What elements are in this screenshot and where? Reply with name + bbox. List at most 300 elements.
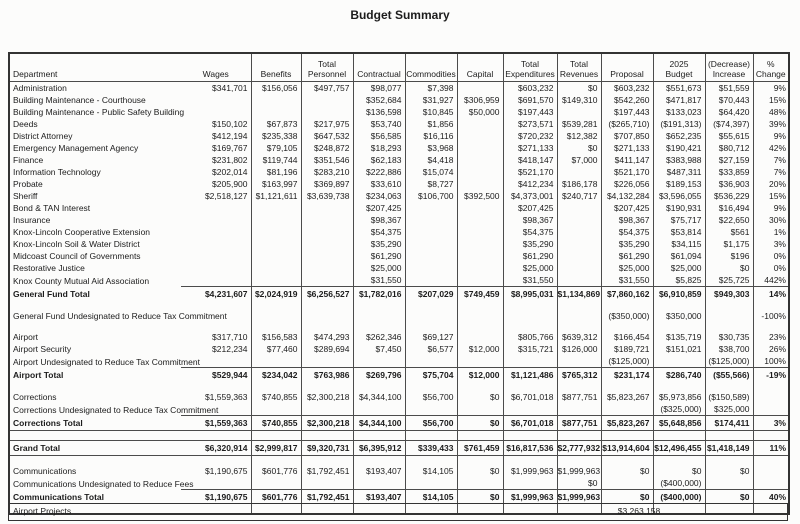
cell-budget-2025: $551,673 bbox=[653, 82, 705, 95]
cell-capital bbox=[457, 431, 503, 441]
cell-total-personnel: $763,986 bbox=[301, 368, 353, 383]
cell-wages bbox=[181, 94, 251, 106]
cell-proposal: $5,823,267 bbox=[601, 416, 653, 431]
cell-total-revenues: $0 bbox=[557, 82, 601, 95]
cell-total-revenues bbox=[557, 301, 601, 310]
cell-capital bbox=[457, 310, 503, 322]
cell-capital bbox=[457, 130, 503, 142]
cell-wages bbox=[181, 382, 251, 391]
cell-total-personnel: $2,300,218 bbox=[301, 391, 353, 403]
cell-total-expenditures: $412,234 bbox=[503, 178, 557, 190]
cell-department: Communications Undesignated to Reduce Fees bbox=[13, 478, 194, 489]
cell-benefits bbox=[251, 382, 301, 391]
cell-department: Corrections bbox=[13, 392, 57, 402]
cell-commodities: $3,968 bbox=[405, 142, 457, 154]
cell-commodities bbox=[405, 477, 457, 490]
cell-proposal: $166,454 bbox=[601, 331, 653, 343]
cell-benefits: $1,121,611 bbox=[251, 190, 301, 202]
table-row bbox=[9, 94, 789, 106]
cell-total-expenditures bbox=[503, 301, 557, 310]
cell-wages: $1,559,363 bbox=[181, 416, 251, 431]
cell-total-revenues: $1,134,869 bbox=[557, 287, 601, 302]
cell-total-personnel bbox=[301, 226, 353, 238]
cell-benefits bbox=[251, 322, 301, 331]
cell-commodities: $16,116 bbox=[405, 130, 457, 142]
cell-capital bbox=[457, 226, 503, 238]
cell-commodities: $207,029 bbox=[405, 287, 457, 302]
cell-department: Knox County Mutual Aid Association bbox=[13, 275, 150, 286]
cell-capital bbox=[457, 322, 503, 331]
cell-commodities: $6,577 bbox=[405, 343, 457, 355]
table-row bbox=[9, 214, 789, 226]
cell-total-revenues bbox=[557, 214, 601, 226]
cell-wages: $1,559,363 bbox=[204, 392, 248, 402]
cell-pct-change: 15% bbox=[753, 94, 789, 106]
cell-total-personnel bbox=[301, 456, 353, 466]
table-row bbox=[9, 106, 789, 118]
cell-commodities bbox=[405, 431, 457, 441]
cell-wages: $6,320,914 bbox=[181, 441, 251, 456]
cell-benefits: $235,338 bbox=[251, 130, 301, 142]
cell-capital: $0 bbox=[457, 416, 503, 431]
cell-capital: $0 bbox=[457, 490, 503, 505]
cell-budget-2025: $190,931 bbox=[653, 202, 705, 214]
cell-department: Midcoast Council of Governments bbox=[13, 251, 141, 261]
cell-budget-2025: $652,235 bbox=[653, 130, 705, 142]
cell-benefits bbox=[251, 250, 301, 262]
cell-department: General Fund Total bbox=[13, 289, 90, 299]
cell-wages bbox=[181, 322, 251, 331]
cell-total-personnel: $6,256,527 bbox=[301, 287, 353, 302]
cell-commodities bbox=[405, 403, 457, 416]
cell-decrease-increase: $0 bbox=[705, 262, 753, 274]
cell-wages: $1,190,675 bbox=[204, 466, 248, 476]
cell-total-revenues: $1,999,963 bbox=[557, 490, 601, 505]
cell-proposal: $271,133 bbox=[601, 142, 653, 154]
col-header-capital: Capital bbox=[457, 53, 503, 82]
table-row bbox=[9, 490, 789, 505]
cell-decrease-increase: $70,443 bbox=[705, 94, 753, 106]
cell-contractual bbox=[353, 456, 405, 466]
cell-decrease-increase: ($55,566) bbox=[705, 368, 753, 383]
cell-proposal: ($265,710) bbox=[601, 118, 653, 130]
cell-decrease-increase: $80,712 bbox=[705, 142, 753, 154]
cell-capital: $12,000 bbox=[457, 368, 503, 383]
cell-budget-2025: $0 bbox=[653, 465, 705, 477]
cell-wages: $341,701 bbox=[212, 83, 248, 93]
cell-commodities bbox=[405, 322, 457, 331]
cell-contractual bbox=[353, 310, 405, 322]
cell-commodities: $106,700 bbox=[405, 190, 457, 202]
cell-capital bbox=[457, 262, 503, 274]
cell-budget-2025: $6,910,859 bbox=[653, 287, 705, 302]
cell-wages: $317,710 bbox=[212, 332, 248, 342]
cell-pct-change: 9% bbox=[753, 130, 789, 142]
cell-contractual: $193,407 bbox=[353, 490, 405, 505]
cell-budget-2025 bbox=[653, 431, 705, 441]
table-row bbox=[9, 274, 789, 287]
cell-department: Building Maintenance - Public Safety Building bbox=[13, 107, 185, 117]
cell-total-expenditures: $271,133 bbox=[503, 142, 557, 154]
cell-wages: $1,190,675 bbox=[181, 490, 251, 505]
cell-total-personnel: $1,792,451 bbox=[301, 465, 353, 477]
cell-contractual: $269,796 bbox=[353, 368, 405, 383]
cell-benefits bbox=[251, 477, 301, 490]
cell-total-expenditures: $521,170 bbox=[503, 166, 557, 178]
cell-contractual bbox=[353, 382, 405, 391]
cell-total-expenditures bbox=[503, 382, 557, 391]
cell-department: Communications Total bbox=[13, 492, 104, 502]
cell-total-revenues: $639,312 bbox=[557, 331, 601, 343]
cell-pct-change: 100% bbox=[753, 355, 789, 368]
col-header-wages: Wages bbox=[181, 53, 251, 82]
col-header-total-personnel: Total Personnel bbox=[301, 53, 353, 82]
cell-total-revenues: $877,751 bbox=[557, 391, 601, 403]
cell-contractual: $18,293 bbox=[353, 142, 405, 154]
cell-wages bbox=[181, 301, 251, 310]
cell-decrease-increase bbox=[705, 477, 753, 490]
col-header-total-revenues: Total Revenues bbox=[557, 53, 601, 82]
table-row bbox=[9, 431, 789, 441]
cell-department bbox=[9, 456, 181, 466]
cell-commodities bbox=[405, 301, 457, 310]
cell-proposal bbox=[601, 382, 653, 391]
cell-benefits bbox=[251, 214, 301, 226]
cell-decrease-increase: $36,903 bbox=[705, 178, 753, 190]
cell-contractual: $136,598 bbox=[353, 106, 405, 118]
cell-benefits bbox=[251, 226, 301, 238]
cell-budget-2025: $5,825 bbox=[653, 274, 705, 287]
cell-department: General Fund Undesignated to Reduce Tax Commitment bbox=[13, 311, 227, 321]
cell-total-expenditures: $720,232 bbox=[503, 130, 557, 142]
cell-capital bbox=[457, 142, 503, 154]
cell-commodities bbox=[405, 274, 457, 287]
col-header-pct-change: % Change bbox=[753, 53, 789, 82]
cell-commodities: $8,727 bbox=[405, 178, 457, 190]
cell-proposal bbox=[601, 403, 653, 416]
cell-commodities: $7,398 bbox=[405, 82, 457, 95]
cell-total-expenditures: $6,701,018 bbox=[503, 416, 557, 431]
table-row bbox=[9, 166, 789, 178]
cell-wages bbox=[181, 274, 251, 287]
cell-pct-change bbox=[753, 431, 789, 441]
cell-pct-change bbox=[753, 301, 789, 310]
cell-budget-2025: ($191,313) bbox=[653, 118, 705, 130]
cell-decrease-increase: $196 bbox=[705, 250, 753, 262]
cell-decrease-increase: $55,615 bbox=[705, 130, 753, 142]
cell-total-expenditures: $8,995,031 bbox=[503, 287, 557, 302]
cell-total-revenues bbox=[557, 322, 601, 331]
cell-department: Knox-Lincoln Soil & Water District bbox=[13, 239, 140, 249]
cell-decrease-increase: $27,159 bbox=[705, 154, 753, 166]
cell-commodities: $339,433 bbox=[405, 441, 457, 456]
cell-total-expenditures bbox=[503, 477, 557, 490]
cell-commodities: $10,845 bbox=[405, 106, 457, 118]
cell-pct-change: 14% bbox=[753, 287, 789, 302]
table-row bbox=[9, 343, 789, 355]
cell-total-expenditures: $1,999,963 bbox=[503, 465, 557, 477]
cell-department: District Attorney bbox=[13, 131, 73, 141]
table-row bbox=[9, 331, 789, 343]
cell-benefits bbox=[251, 274, 301, 287]
cell-department: Building Maintenance - Courthouse bbox=[13, 95, 146, 105]
cell-department: Communications bbox=[13, 466, 77, 476]
table-row bbox=[9, 238, 789, 250]
table-row bbox=[9, 355, 789, 368]
cell-total-personnel bbox=[301, 214, 353, 226]
cell-benefits: $601,776 bbox=[251, 490, 301, 505]
cell-wages: $2,518,127 bbox=[204, 191, 248, 201]
cell-decrease-increase: $51,559 bbox=[705, 82, 753, 95]
table-row bbox=[9, 142, 789, 154]
cell-capital bbox=[457, 214, 503, 226]
cell-total-expenditures: $4,373,001 bbox=[503, 190, 557, 202]
cell-total-expenditures: $418,147 bbox=[503, 154, 557, 166]
cell-benefits bbox=[251, 202, 301, 214]
cell-budget-2025: $350,000 bbox=[653, 310, 705, 322]
cell-total-personnel bbox=[301, 250, 353, 262]
cell-wages bbox=[181, 226, 251, 238]
cell-total-personnel bbox=[301, 106, 353, 118]
cell-total-revenues: $12,382 bbox=[557, 130, 601, 142]
cell-commodities: $56,700 bbox=[405, 391, 457, 403]
cell-decrease-increase: ($150,589) bbox=[705, 391, 753, 403]
cell-proposal: $707,850 bbox=[601, 130, 653, 142]
cell-department: Restorative Justice bbox=[13, 263, 85, 273]
budget-summary-table bbox=[8, 52, 790, 515]
cell-contractual: $7,450 bbox=[353, 343, 405, 355]
cell-total-revenues: $2,777,932 bbox=[557, 441, 601, 456]
cell-proposal: $61,290 bbox=[601, 250, 653, 262]
table-row bbox=[9, 250, 789, 262]
cell-benefits: $740,855 bbox=[251, 391, 301, 403]
cell-pct-change: 20% bbox=[753, 178, 789, 190]
cell-pct-change bbox=[753, 477, 789, 490]
cell-wages bbox=[181, 214, 251, 226]
cell-capital bbox=[457, 250, 503, 262]
cell-pct-change: 3% bbox=[753, 238, 789, 250]
cell-commodities: $14,105 bbox=[405, 465, 457, 477]
cell-decrease-increase: $536,229 bbox=[705, 190, 753, 202]
cell-proposal: $197,443 bbox=[601, 106, 653, 118]
cell-total-expenditures bbox=[503, 431, 557, 441]
cell-contractual: $35,290 bbox=[353, 238, 405, 250]
cell-wages bbox=[181, 106, 251, 118]
cell-contractual bbox=[353, 355, 405, 368]
cell-total-personnel bbox=[301, 202, 353, 214]
cell-proposal bbox=[601, 322, 653, 331]
cell-commodities bbox=[405, 214, 457, 226]
cell-capital: $12,000 bbox=[457, 343, 503, 355]
cell-total-personnel bbox=[301, 382, 353, 391]
cell-capital bbox=[457, 477, 503, 490]
cell-capital bbox=[457, 166, 503, 178]
cell-wages: $212,234 bbox=[212, 344, 248, 354]
cell-budget-2025 bbox=[653, 456, 705, 466]
cell-proposal: $13,914,604 bbox=[601, 441, 653, 456]
cell-proposal: $4,132,284 bbox=[601, 190, 653, 202]
cell-department bbox=[9, 382, 181, 391]
cell-department: Information Technology bbox=[13, 167, 101, 177]
cell-pct-change: 7% bbox=[753, 154, 789, 166]
cell-department bbox=[9, 431, 181, 441]
cell-proposal: $521,170 bbox=[601, 166, 653, 178]
cell-proposal: ($125,000) bbox=[601, 355, 653, 368]
cell-budget-2025: $5,973,856 bbox=[653, 391, 705, 403]
cell-decrease-increase bbox=[705, 382, 753, 391]
cell-total-personnel bbox=[301, 310, 353, 322]
table-row bbox=[9, 262, 789, 274]
cell-pct-change: 30% bbox=[753, 214, 789, 226]
cell-capital: $761,459 bbox=[457, 441, 503, 456]
cell-proposal bbox=[601, 301, 653, 310]
cell-total-personnel bbox=[301, 94, 353, 106]
cell-benefits bbox=[251, 262, 301, 274]
cell-capital bbox=[457, 403, 503, 416]
cell-decrease-increase: $0 bbox=[705, 465, 753, 477]
cell-pct-change: -19% bbox=[753, 368, 789, 383]
cell-proposal: $0 bbox=[601, 490, 653, 505]
cell-contractual: $31,550 bbox=[353, 274, 405, 287]
cell-department: Airport bbox=[13, 332, 39, 342]
cell-proposal: $31,550 bbox=[601, 274, 653, 287]
cell-pct-change: 11% bbox=[753, 441, 789, 456]
table-row bbox=[9, 465, 789, 477]
cell-pct-change: 26% bbox=[753, 343, 789, 355]
cell-budget-2025: $133,023 bbox=[653, 106, 705, 118]
cell-wages: $169,767 bbox=[212, 143, 248, 153]
cell-wages bbox=[181, 262, 251, 274]
cell-total-revenues bbox=[557, 456, 601, 466]
cell-department: Sheriff bbox=[13, 191, 38, 201]
cell-total-personnel: $283,210 bbox=[301, 166, 353, 178]
cell-pct-change: 9% bbox=[753, 82, 789, 95]
cell-decrease-increase: $64,420 bbox=[705, 106, 753, 118]
cell-budget-2025: $189,153 bbox=[653, 178, 705, 190]
table-row bbox=[9, 130, 789, 142]
cell-total-revenues bbox=[557, 262, 601, 274]
cell-commodities bbox=[405, 250, 457, 262]
cell-total-revenues: $149,310 bbox=[557, 94, 601, 106]
cell-commodities bbox=[405, 382, 457, 391]
cell-total-revenues: $0 bbox=[557, 477, 601, 490]
table-row bbox=[9, 456, 789, 466]
cell-decrease-increase bbox=[705, 431, 753, 441]
cell-wages: $412,194 bbox=[212, 131, 248, 141]
table-row bbox=[9, 82, 789, 95]
table-row bbox=[9, 368, 789, 383]
cell-total-personnel: $3,639,738 bbox=[301, 190, 353, 202]
cell-total-expenditures: $31,550 bbox=[503, 274, 557, 287]
cell-capital: $749,459 bbox=[457, 287, 503, 302]
cell-decrease-increase bbox=[705, 310, 753, 322]
cell-department: Insurance bbox=[13, 215, 51, 225]
cell-wages bbox=[181, 202, 251, 214]
cell-wages: $205,900 bbox=[212, 179, 248, 189]
table-row bbox=[9, 118, 789, 130]
cell-pct-change: 1% bbox=[753, 226, 789, 238]
cell-budget-2025 bbox=[653, 322, 705, 331]
col-header-commodities: Commodities bbox=[405, 53, 457, 82]
cell-department: Airport Undesignated to Reduce Tax Commitment bbox=[13, 356, 200, 367]
cell-pct-change: 15% bbox=[753, 190, 789, 202]
cell-wages bbox=[181, 250, 251, 262]
cell-department: Knox-Lincoln Cooperative Extension bbox=[13, 227, 151, 237]
cell-department bbox=[9, 301, 181, 310]
cell-pct-change: 442% bbox=[753, 274, 789, 287]
col-header-total-expenditures: Total Expenditures bbox=[503, 53, 557, 82]
cell-benefits bbox=[251, 456, 301, 466]
cell-contractual: $56,585 bbox=[353, 130, 405, 142]
cell-total-expenditures: $197,443 bbox=[503, 106, 557, 118]
cell-total-personnel: $351,546 bbox=[301, 154, 353, 166]
cell-decrease-increase: ($125,000) bbox=[705, 355, 753, 368]
cell-benefits bbox=[251, 301, 301, 310]
cell-contractual bbox=[353, 477, 405, 490]
cell-proposal: $603,232 bbox=[601, 82, 653, 95]
cell-total-personnel: $647,532 bbox=[301, 130, 353, 142]
cell-decrease-increase: $16,494 bbox=[705, 202, 753, 214]
cell-proposal: $207,425 bbox=[601, 202, 653, 214]
cell-total-personnel: $248,872 bbox=[301, 142, 353, 154]
cell-capital: $392,500 bbox=[457, 190, 503, 202]
airport-projects-bar bbox=[8, 503, 788, 521]
cell-commodities: $31,927 bbox=[405, 94, 457, 106]
cell-total-expenditures bbox=[503, 355, 557, 368]
table-row bbox=[9, 391, 789, 403]
cell-total-personnel: $369,897 bbox=[301, 178, 353, 190]
cell-proposal: $54,375 bbox=[601, 226, 653, 238]
cell-commodities bbox=[405, 456, 457, 466]
cell-department: Probate bbox=[13, 179, 43, 189]
cell-total-expenditures: $603,232 bbox=[503, 82, 557, 95]
cell-commodities bbox=[405, 262, 457, 274]
cell-total-expenditures: $35,290 bbox=[503, 238, 557, 250]
cell-wages: $4,231,607 bbox=[181, 287, 251, 302]
cell-total-revenues: $0 bbox=[557, 142, 601, 154]
cell-capital bbox=[457, 274, 503, 287]
cell-contractual: $4,344,100 bbox=[353, 416, 405, 431]
cell-capital: $50,000 bbox=[457, 106, 503, 118]
cell-total-personnel bbox=[301, 262, 353, 274]
cell-decrease-increase: $30,735 bbox=[705, 331, 753, 343]
cell-wages bbox=[181, 238, 251, 250]
col-header-contractual: Contractual bbox=[353, 53, 405, 82]
cell-total-revenues bbox=[557, 274, 601, 287]
cell-decrease-increase: $0 bbox=[705, 490, 753, 505]
cell-total-revenues bbox=[557, 403, 601, 416]
cell-total-expenditures: $25,000 bbox=[503, 262, 557, 274]
cell-total-expenditures: $691,570 bbox=[503, 94, 557, 106]
cell-decrease-increase: $25,725 bbox=[705, 274, 753, 287]
cell-budget-2025: $471,817 bbox=[653, 94, 705, 106]
cell-benefits: $740,855 bbox=[251, 416, 301, 431]
cell-total-expenditures: $16,817,536 bbox=[503, 441, 557, 456]
cell-benefits: $234,042 bbox=[251, 368, 301, 383]
cell-pct-change: 9% bbox=[753, 202, 789, 214]
table-row bbox=[9, 154, 789, 166]
cell-contractual: $25,000 bbox=[353, 262, 405, 274]
cell-proposal: $5,823,267 bbox=[601, 391, 653, 403]
cell-decrease-increase: $325,000 bbox=[705, 403, 753, 416]
cell-pct-change: 23% bbox=[753, 331, 789, 343]
cell-total-revenues: $7,000 bbox=[557, 154, 601, 166]
cell-pct-change: 0% bbox=[753, 250, 789, 262]
cell-proposal bbox=[601, 477, 653, 490]
airport-projects-value: $3,263,158 bbox=[617, 506, 661, 516]
cell-total-expenditures: $207,425 bbox=[503, 202, 557, 214]
cell-budget-2025: $12,496,455 bbox=[653, 441, 705, 456]
